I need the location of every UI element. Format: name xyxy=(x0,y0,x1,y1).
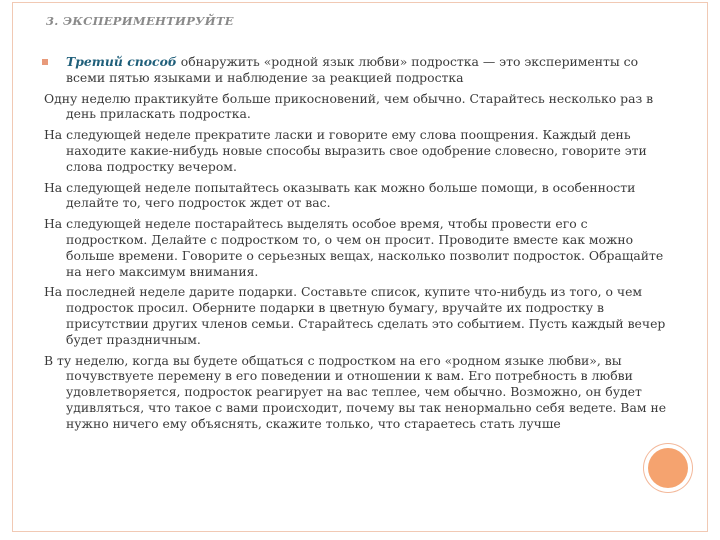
frame-top-line xyxy=(12,2,708,3)
paragraph-week-time: На следующей неделе постарайтесь выделять особое время, чтобы провести его с подростком. Делайте с подростком то, о чем он просит. Проводите вместе как можно больше времени. Говорите о серьезных вещах, насколько позволит подросток. Обращайте на него максимум внимания. xyxy=(44,216,664,279)
intro-paragraph xyxy=(44,54,668,86)
intro-text: обнаружить «родной язык любви» подростка — это эксперименты со всеми пятью языками и наблюдение за реакцией подростка xyxy=(66,54,639,85)
slide-body xyxy=(44,54,668,437)
square-bullet-icon xyxy=(42,59,48,65)
paragraph-week-help: На следующей неделе попытайтесь оказывать как можно больше помощи, в особенности делайте то, чего подросток ждет от вас. xyxy=(44,179,636,211)
frame-bottom-line xyxy=(12,531,708,532)
paragraph-week-touch: Одну неделю практикуйте больше прикосновений, чем обычно. Старайтесь несколько раз в день приласкать подростка. xyxy=(44,90,654,122)
slide-title: 3. ЭКСПЕРИМЕНТИРУЙТЕ xyxy=(46,14,234,28)
paragraph-week-gifts: На последней неделе дарите подарки. Составьте список, купите что-нибудь из того, о чем подросток просил. Оберните подарки в цветную бумагу, вручайте их подростку в присутствии других членов семьи. Старайтесь сделать это событием. Пусть каждый вечер будет праздничным. xyxy=(44,284,666,347)
frame-left-line xyxy=(12,2,13,532)
paragraph-week-words: На следующей неделе прекратите ласки и говорите ему слова поощрения. Каждый день находите какие-нибудь новые способы выразить свое одобрение словесно, говорите эти слова подростку вечером. xyxy=(44,127,647,174)
frame-right-line xyxy=(707,2,708,532)
paragraph-conclusion: В ту неделю, когда вы будете общаться с подростком на его «родном языке любви», вы почувствуете перемену в его поведении и отношении к вам. Его потребность в любви удовлетворяется, подросток реагирует на вас теплее, чем обычно. Возможно, он будет удивляться, что такое с вами происходит, почему вы так ненормально себя ведете. Вам не нужно ничего ему объяснять, скажите только, что стараетесь стать лучше xyxy=(44,352,667,431)
intro-lead: Третий способ xyxy=(66,54,177,69)
decorative-circle-icon xyxy=(648,448,688,488)
